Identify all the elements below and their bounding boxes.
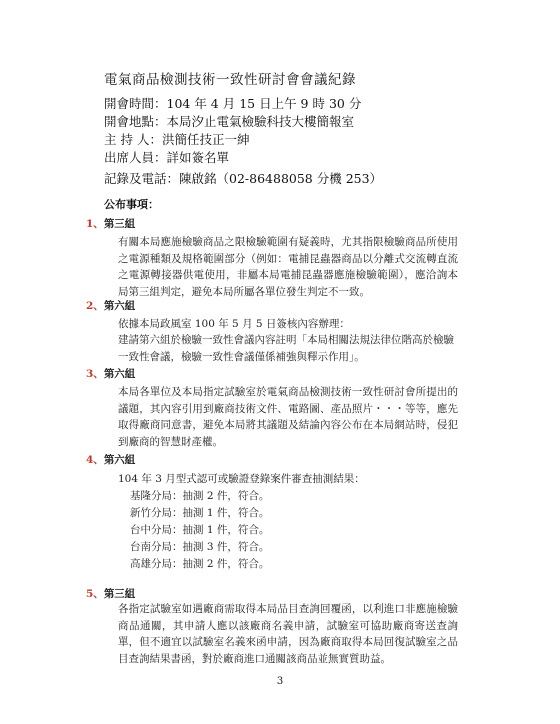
section-number: 5、 [86, 588, 104, 600]
section-5-text: 各指定試驗室如遇廠商需取得本局品目查詢回覆函，以利進口非應施檢驗商品通關，其申請人應以該廠商名義申請，試驗室可協助廠商寄送查詢單，但不適宜以試驗室名義來函申請，因為廠商取得本局回復試驗室之品目查詢結果書函，對於廠商進口通關該商品並無實質助益。 [118, 603, 458, 665]
notice-label: 公布事項： [104, 198, 159, 211]
section-1-heading [86, 216, 135, 231]
section-number: 1、 [86, 218, 104, 230]
section-5-heading [86, 586, 135, 601]
section-name: 第三組 [103, 218, 136, 230]
section-number: 4、 [86, 454, 104, 466]
meeting-time: 開會時間：104 年 4 月 15 日上午 9 時 30 分 [104, 96, 362, 111]
meeting-place: 開會地點：本局汐止電氣檢驗科技大樓簡報室 [104, 114, 355, 129]
list-item: 台南分局：抽測 3 件，符合。 [130, 541, 270, 553]
meeting-attendees: 出席人員：詳如簽名單 [104, 150, 230, 165]
section-number: 2、 [86, 300, 104, 312]
section-number: 3、 [86, 368, 104, 380]
meeting-chair: 主 持 人：洪簡任技正一紳 [104, 132, 250, 147]
list-item: 台中分局：抽測 1 件，符合。 [130, 524, 270, 536]
section-name: 第六組 [103, 454, 136, 466]
section-4-heading [86, 452, 135, 467]
section-1-text: 有關本局應施檢驗商品之限檢驗範圍有疑義時，尤其指限檢驗商品所使用之電源種類及規格範圍部分（例如：電捕昆蟲器商品以分離式交流轉直流之電源轉接器供電使用，非屬本局電捕昆蟲器應施檢驗範圍），應洽詢本局第三組判定，避免本局所屬各單位發生判定不一致。 [118, 236, 458, 298]
section-2-quote: 建請第六組於檢驗一致性會議內容註明「本局相關法規法律位階高於檢驗一致性會議，檢驗一致性會議僅係補強與釋示作用」。 [118, 334, 454, 363]
section-3-text: 本局各單位及本局指定試驗室於電氣商品檢測技術一致性研討會所提出的議題，其內容引用到廠商技術文件、電路圖、產品照片・・・等等，應先取得廠商同意書，避免本局將其議題及結論內容公布在本局網站時，侵犯到廠商的智慧財產權。 [118, 386, 458, 448]
document-title: 電氣商品檢測技術一致性研討會會議紀錄 [104, 72, 356, 88]
list-item: 基隆分局：抽測 2 件，符合。 [130, 490, 270, 502]
section-2-line: 依據本局政風室 100 年 5 月 5 日簽核內容辦理： [118, 318, 350, 330]
page-number: 3 [276, 676, 284, 687]
section-name: 第六組 [103, 368, 136, 380]
section-name: 第三組 [103, 588, 136, 600]
list-item: 高雄分局：抽測 2 件，符合。 [130, 558, 270, 570]
section-2-heading [86, 298, 135, 313]
meeting-recorder: 記錄及電話：陳啟銘（02-86488058 分機 253） [104, 171, 383, 186]
section-4-line: 104 年 3 月型式認可或驗證登錄案件審查抽測結果： [118, 473, 365, 485]
section-name: 第六組 [103, 300, 136, 312]
list-item: 新竹分局：抽測 1 件，符合。 [130, 507, 270, 519]
section-3-heading [86, 366, 135, 381]
